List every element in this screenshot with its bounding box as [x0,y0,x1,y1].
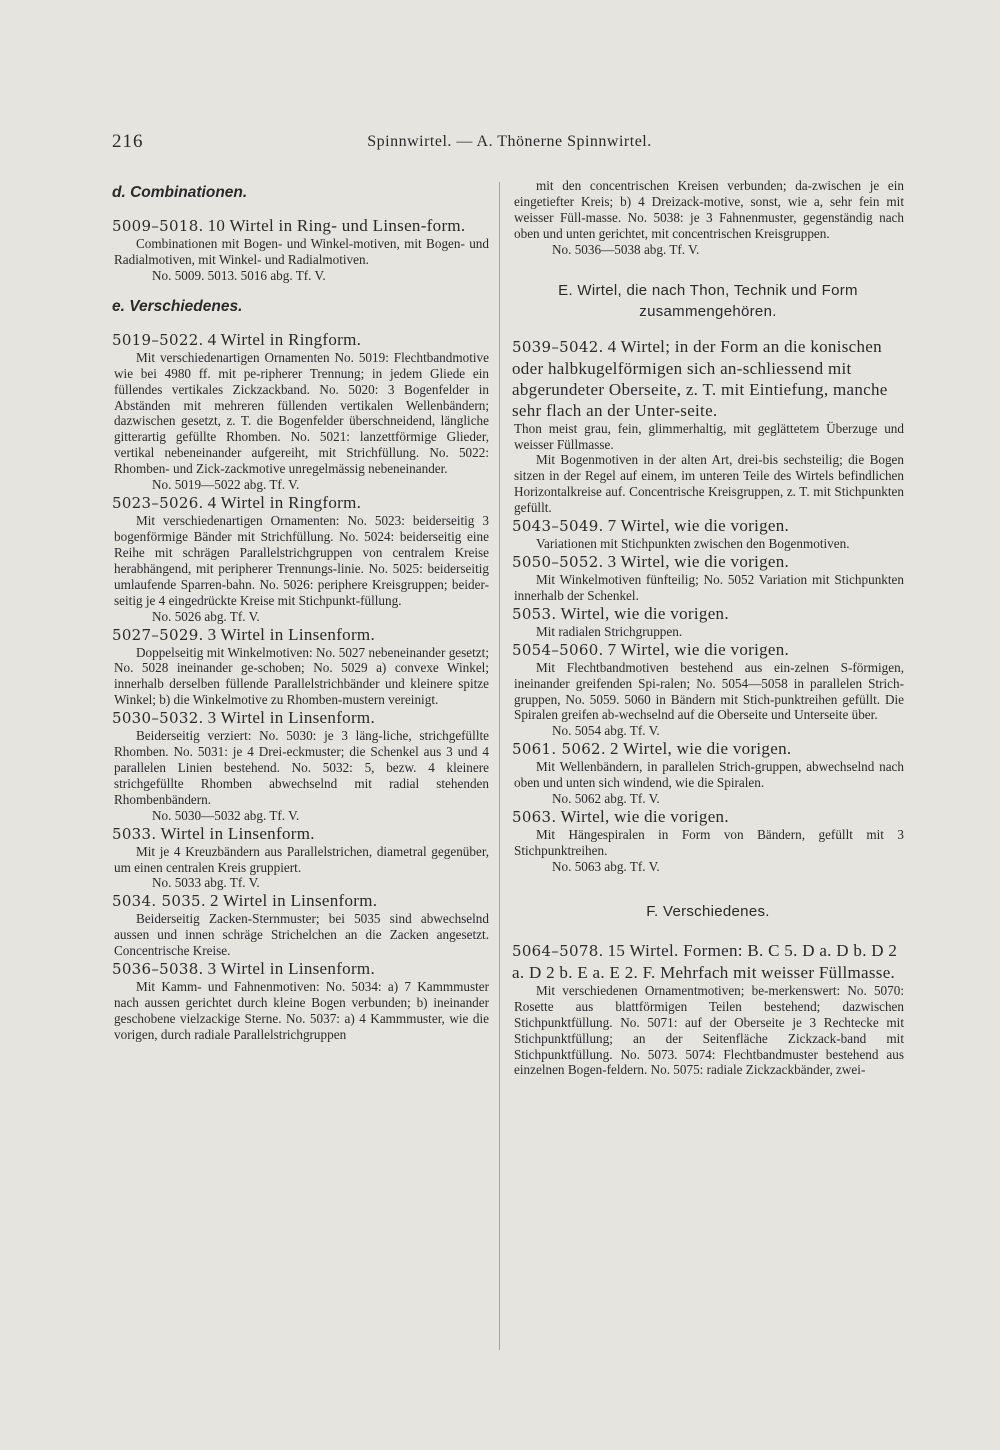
entry-title: 4 Wirtel in Ringform. [207,493,362,513]
entry-number: 5061. 5062. [512,740,606,759]
entry-number: 5009–5018. [112,217,204,235]
entry-description: Thon meist grau, fein, glimmerhaltig, mit geglättetem Überzuge und weisser Füllmasse. [514,420,904,452]
entry-number: 5033. [112,824,157,843]
entry-heading [112,959,489,979]
page-number: 216 [112,131,144,152]
chapter-heading-continued: zusammengehören. [639,302,777,320]
page-header [112,131,907,155]
entry-title: 4 Wirtel in Ringform. [207,329,362,349]
entry-description: Mit verschiedenartigen Ornamenten No. 5019: Flechtbandmotive wie bei 4980 ff. mit pe-ripherer Trennung; in jedem Gliede ein füllendes vertikales Zickzackband. No. 5020: 3 Bogenfelder in Abständen mit mehreren füllenden vertikalen Wellenbändern; dazwischen gesetzt, z. T. die Bogenfelder überschneidend, längliche gitterartig gefüllte Rhomben. No. 5021: lanzettförmige Glieder, vertikal nebeneinander aufgereiht, mit Strichfüllung. No. 5022: Rhomben- und Zick-zackmotive unregelmässig nebeneinander. [114,349,489,477]
spacer [112,284,489,292]
entry-title: 10 Wirtel in Ring- und Linsen-form. [207,216,466,235]
entry-number: 5043–5049. [512,517,604,536]
entry-number: 5063. [512,808,557,827]
entry-title: 3 Wirtel in Linsenform. [207,624,375,644]
entry-title: Wirtel, wie die vorigen. [560,807,729,827]
entry-description: Doppelseitig mit Winkelmotiven: No. 5027 nebeneinander gesetzt; No. 5028 ineinander ge-schoben; No. 5029 a) convexe Winkel; innerhalb derselben füllende Parallelstrichbänder und kleinere spitze Winkel; b) die Winkelmotive zu Rhomben-mustern vereinigt. [114,644,489,708]
plate-reference: No. 5026 abg. Tf. V. [152,608,260,624]
entry-heading [112,625,489,645]
entry-description: Mit Hängespiralen in Form von Bändern, gefüllt mit 3 Stichpunktreihen. [514,827,904,859]
plate-reference: No. 5054 abg. Tf. V. [552,723,660,739]
entry-number: 5027–5029. [112,625,204,644]
entry-title: 4 Wirtel; in der Form an die konischen oder halbkugelförmigen sich an-schliessend mit abgerundeter Oberseite, z. T. mit Eintiefung, manche sehr flach an der Unter-seite. [512,336,888,420]
entry-heading [112,330,489,350]
running-title: Spinnwirtel. — A. Thönerne Spinnwirtel. [367,133,652,150]
entry-description: Beiderseitig verziert: No. 5030: je 3 läng-liche, strichgefüllte Rhomben. No. 5031: je 4 Drei-eckmuster; die Schenkel aus 3 und 4 parallelen Linien bestehend. No. 5032: 5, bezw. 4 kleinere strichgefüllte Rhomben abwechselnd mit radial stehenden Rhombenbändern. [114,728,489,807]
entry-description: Mit Winkelmotiven fünfteilig; No. 5052 Variation mit Stichpunkten innerhalb der Schenkel. [514,571,904,603]
entry-heading [112,891,489,911]
entry-description: Mit Wellenbändern, in parallelen Strich-gruppen, abwechselnd nach oben und unten sich windend, wie die Spiralen. [514,759,904,791]
plate-reference: No. 5036—5038 abg. Tf. V. [552,241,700,257]
entry-description: Mit Bogenmotiven in der alten Art, drei-bis sechsteilig; die Bogen sitzen in der Regel auf einem, im unteren Teile des Wirtels befindlichen Horizontalkreise auf. Concentrische Kreisgruppen, z. T. mit Stichpunkten gefüllt. [514,452,904,516]
plate-reference: No. 5063 abg. Tf. V. [552,858,660,874]
entry-heading [112,493,489,513]
entry-title: 7 Wirtel, wie die vorigen. [607,639,790,659]
entry-heading [512,640,904,660]
section-heading: d. Combinationen. [112,184,248,201]
plate-reference: No. 5030—5032 abg. Tf. V. [152,807,300,823]
plate-reference: No. 5033 abg. Tf. V. [152,875,260,891]
entry-number: 5034. 5035. [112,892,206,911]
entry-title: 3 Wirtel, wie die vorigen. [607,551,790,571]
entry-title: 2 Wirtel, wie die vorigen. [609,739,792,759]
entry-description: Variationen mit Stichpunkten zwischen den Bogenmotiven. [536,536,850,552]
entry-number: 5023–5026. [112,494,204,513]
plate-reference: No. 5062 abg. Tf. V. [552,791,660,807]
left-column [112,178,489,1043]
entry-number: 5050–5052. [512,552,604,571]
plate-reference: No. 5009. 5013. 5016 abg. Tf. V. [152,267,326,283]
column-divider [499,182,500,1350]
entry-number: 5019–5022. [112,330,204,349]
entry-description: Mit verschiedenen Ornamentmotiven; be-merkenswert: No. 5070: Rosette aus blattförmigen Teilen bestehend; dazwischen Stichpunktfüllung. No. 5071: auf der Oberseite je 3 Rechtecke mit Stichpunktfüllung; an der Seitenfläche Zickzack-band mit Stichpunktfüllung. No. 5073. 5074: Flechtbandmuster bestehend aus einzelnen Bogen-feldern. No. 5075: radiale Zickzackbänder, zwei- [514,982,904,1078]
entry-number: 5053. [512,604,557,623]
entry-title: Wirtel, wie die vorigen. [560,603,729,623]
entry-title: 3 Wirtel in Linsenform. [207,959,375,979]
entry-description: Mit je 4 Kreuzbändern aus Parallelstrichen, diametral gegenüber, um einen centralen Kreis gruppiert. [114,843,489,875]
plate-reference: No. 5019—5022 abg. Tf. V. [152,477,300,493]
entry-number: 5030–5032. [112,709,204,728]
entry-heading [512,552,904,572]
spacer [512,322,904,336]
entry-description: Mit Flechtbandmotiven bestehend aus ein-zelnen S-förmigen, ineinander greifenden Spi-ralen; No. 5054—5058 in parallelen Strich-gruppen, No. 5059. 5060 in Bändern mit Stich-punktreihen gefüllt. Die Spiralen greifen ab-wechselnd auf die Oberseite und Unterseite über. [514,659,904,723]
entry-description: Combinationen mit Bogen- und Winkel-motiven, mit Bogen- und Radialmotiven, mit Winkel- und Radialmotiven. [114,236,489,267]
entry-number: 5054–5060. [512,640,604,659]
entry-title: 7 Wirtel, wie die vorigen. [607,516,790,536]
entry-description: Mit verschiedenartigen Ornamenten: No. 5023: beiderseitig 3 bogenförmige Bänder mit Strichfüllung. No. 5024: beiderseitig eine Reihe mit schrägen Parallelstrichgruppen von centralem Kreise herabhängend, mit peripherer Trennungs-linie. No. 5025: beiderseitig umlaufende Sparren-bahn. No. 5026: periphere Kreisgruppen; beider-seitig je 4 eingedrückte Kreise mit Stichpunkt-füllung. [114,513,489,608]
section-heading: e. Verschiedenes. [112,297,243,315]
chapter-heading: E. Wirtel, die nach Thon, Technik und Form [558,281,858,299]
entry-heading [512,940,904,983]
entry-heading [512,336,904,421]
entry-heading [512,807,904,827]
spacer [512,922,904,940]
entry-title: 2 Wirtel in Linsenform. [209,891,378,911]
entry-number: 5039–5042. [512,337,604,356]
entry-title: Wirtel in Linsenform. [160,823,315,843]
entry-heading [512,739,904,759]
entry-description: Beiderseitig Zacken-Sternmuster; bei 5035 sind abwechselnd aussen und innen schräge Strichelchen an die Zacken angesetzt. Concentrische Kreise. [114,911,489,959]
entry-heading [112,824,489,844]
entry-title: 3 Wirtel in Linsenform. [207,708,375,728]
spacer [512,875,904,901]
entry-description: Mit radialen Strichgruppen. [536,623,683,639]
entry-heading [512,516,904,536]
entry-heading [112,708,489,728]
entry-number: 5064–5078. [512,941,604,960]
chapter-heading: F. Verschiedenes. [646,902,770,920]
entry-description: Mit Kamm- und Fahnenmotiven: No. 5034: a) 7 Kammmuster nach aussen gerichtet durch kleine Bogen verbunden; b) ineinander geschobene vielzackige Sterne. No. 5037: a) 4 Kammmuster, wie die vorigen, durch radiale Parallelstrichgruppen [114,979,489,1042]
entry-heading [112,216,489,236]
entry-heading [512,604,904,624]
entry-title: 15 Wirtel. Formen: B. C 5. D a. D b. D 2 a. D 2 b. E a. E 2. F. Mehrfach mit weisser Füllmasse. [512,940,898,982]
entry-number: 5036–5038. [112,960,204,979]
spacer [512,258,904,280]
entry-description: mit den concentrischen Kreisen verbunden; da-zwischen je ein eingetiefter Kreis; b) 4 Dreizack-motive, sonst, wie a, sehr fein mit weisser Füll-masse. No. 5038: je 3 Fahnenmuster, gegenständig nach oben und unten gerichtet, mit concentrischen Kreisgruppen. [514,178,904,241]
right-column [512,178,904,1078]
